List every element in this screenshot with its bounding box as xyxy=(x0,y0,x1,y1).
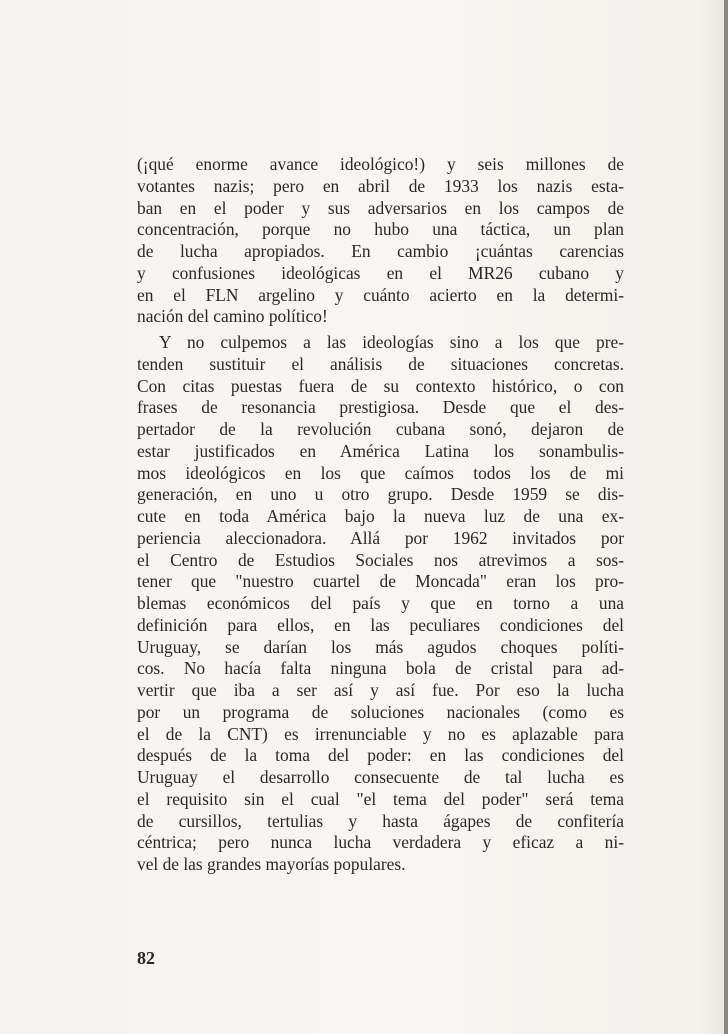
text-line: definición para ellos, en las peculiares condiciones del xyxy=(137,614,624,635)
text-line: céntrica; pero nunca lucha verdadera y eficaz a ni- xyxy=(137,832,624,853)
text-line: nación del camino político! xyxy=(137,306,328,327)
text-line: frases de resonancia prestigiosa. Desde que el des- xyxy=(137,397,624,418)
paragraph xyxy=(137,332,624,876)
text-line: mos ideológicos en los que caímos todos los de mi xyxy=(137,462,624,483)
text-line: concentración, porque no hubo una táctica, un plan xyxy=(137,219,624,240)
text-line: ban en el poder y sus adversarios en los campos de xyxy=(137,197,624,218)
body-text xyxy=(137,154,624,876)
text-line: Uruguay, se darían los más agudos choques políti- xyxy=(137,636,624,657)
text-line: votantes nazis; pero en abril de 1933 los nazis esta- xyxy=(137,175,624,196)
text-line: (¡qué enorme avance ideológico!) y seis millones de xyxy=(137,154,624,174)
text-line: Con citas puestas fuera de su contexto histórico, o con xyxy=(137,375,624,396)
text-line: por un programa de soluciones nacionales (como es xyxy=(137,701,624,722)
text-line: el Centro de Estudios Sociales nos atrevimos a sos- xyxy=(137,549,624,570)
text-line: estar justificados en América Latina los sonambulis- xyxy=(137,440,624,461)
text-line: y confusiones ideológicas en el MR26 cubano y xyxy=(137,262,624,283)
text-line: en el FLN argelino y cuánto acierto en la determi- xyxy=(137,284,624,305)
text-line: cute en toda América bajo la nueva luz de una ex- xyxy=(137,506,624,526)
text-line: periencia aleccionadora. Allá por 1962 invitados por xyxy=(137,527,624,548)
text-line: tener que "nuestro cuartel de Moncada" eran los pro- xyxy=(137,571,624,592)
page-number: 82 xyxy=(137,948,155,968)
paragraph xyxy=(137,154,624,328)
text-line: tenden sustituir el análisis de situaciones concretas. xyxy=(137,353,624,374)
page-edge xyxy=(724,0,728,1034)
text-line: vel de las grandes mayorías populares. xyxy=(137,854,406,874)
text-line: Y no culpemos a las ideologías sino a los que pre- xyxy=(159,332,624,352)
text-line: de cursillos, tertulias y hasta ágapes de confitería xyxy=(137,810,624,831)
text-line: generación, en uno u otro grupo. Desde 1959 se dis- xyxy=(137,484,624,505)
text-line: pertador de la revolución cubana sonó, dejaron de xyxy=(137,419,624,439)
text-line: de lucha apropiados. En cambio ¡cuántas carencias xyxy=(137,241,624,261)
text-line: blemas económicos del país y que en torno a una xyxy=(137,593,624,613)
text-line: después de la toma del poder: en las condiciones del xyxy=(137,745,624,766)
text-line: cos. No hacía falta ninguna bola de cristal para ad- xyxy=(137,658,624,679)
text-line: vertir que iba a ser así y así fue. Por eso la lucha xyxy=(137,680,624,700)
text-line: Uruguay el desarrollo consecuente de tal lucha es xyxy=(137,767,624,787)
text-line: el de la CNT) es irrenunciable y no es aplazable para xyxy=(137,723,624,744)
text-line: el requisito sin el cual "el tema del poder" será tema xyxy=(137,788,624,809)
